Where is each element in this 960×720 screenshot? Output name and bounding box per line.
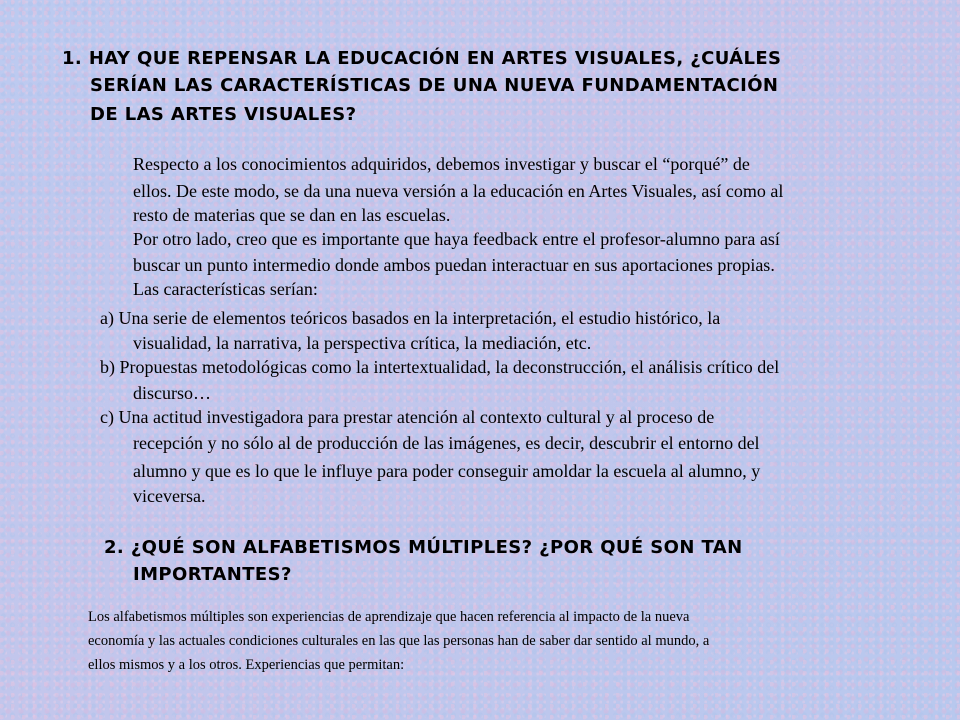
text-line: Por otro lado, creo que es importante que haya feedback entre el profesor-alumno para así [133, 229, 780, 249]
text-line: discurso… [133, 383, 211, 403]
text-line: Los alfabetismos múltiples son experiencias de aprendizaje que hacen referencia al impacto de la nueva [88, 609, 690, 625]
heading-line: SERÍAN LAS CARACTERÍSTICAS DE UNA NUEVA FUNDAMENTACIÓN [90, 75, 779, 96]
heading-line: DE LAS ARTES VISUALES? [90, 104, 357, 125]
text-line: Respecto a los conocimientos adquiridos, debemos investigar y buscar el “porqué” de [133, 154, 750, 174]
text-line: a) Una serie de elementos teóricos basados en la interpretación, el estudio histórico, la [100, 308, 721, 328]
heading-line: 2. ¿QUÉ SON ALFABETISMOS MÚLTIPLES? ¿POR QUÉ SON TAN [104, 537, 743, 558]
text-line: resto de materias que se dan en las escuelas. [133, 205, 451, 225]
heading-line: IMPORTANTES? [133, 564, 292, 585]
text-line: b) Propuestas metodológicas como la intertextualidad, la deconstrucción, el análisis crítico del [100, 357, 780, 377]
text-line: ellos. De este modo, se da una nueva versión a la educación en Artes Visuales, así como al [133, 181, 784, 201]
text-line: ellos mismos y a los otros. Experiencias que permitan: [88, 657, 405, 673]
text-line: viceversa. [133, 486, 206, 506]
characteristics-intro: Las características serían: [133, 279, 318, 299]
text-line: alumno y que es lo que le influye para poder conseguir amoldar la escuela al alumno, y [133, 461, 761, 481]
text-line: visualidad, la narrativa, la perspectiva crítica, la mediación, etc. [133, 333, 592, 353]
text-line: economía y las actuales condiciones culturales en las que las personas han de saber dar sentido al mundo, a [88, 633, 710, 649]
text-line: buscar un punto intermedio donde ambos puedan interactuar en sus aportaciones propias. [133, 255, 775, 275]
text-line: recepción y no sólo al de producción de las imágenes, es decir, descubrir el entorno del [133, 433, 760, 453]
heading-line: 1. HAY QUE REPENSAR LA EDUCACIÓN EN ARTES VISUALES, ¿CUÁLES [62, 48, 782, 69]
text-line: c) Una actitud investigadora para prestar atención al contexto cultural y al proceso de [100, 407, 715, 427]
